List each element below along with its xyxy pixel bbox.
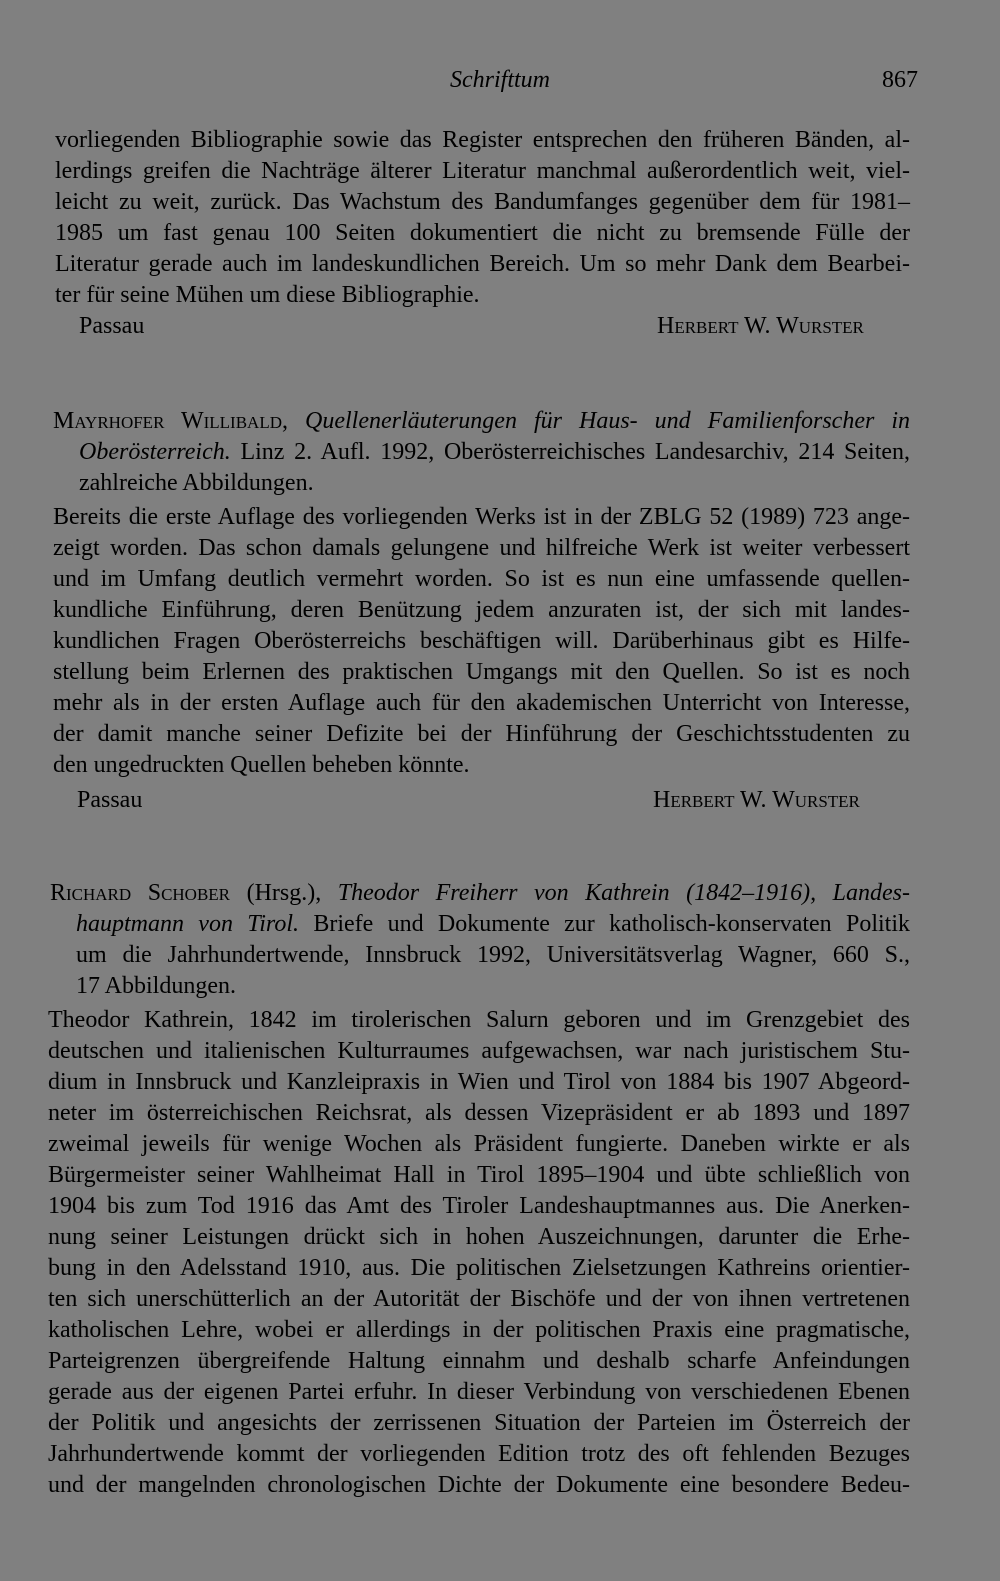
book-details: Briefe und Dokumente zur katholisch-konservaten Politik	[299, 911, 910, 937]
page-header	[0, 63, 1000, 97]
paragraph-line: Parteigrenzen übergreifende Haltung einnahm und deshalb scharfe Anfeindungen	[48, 1348, 910, 1374]
review-2-place: Passau	[77, 787, 143, 813]
citation-line: um die Jahrhundertwende, Innsbruck 1992, Universitätsverlag Wagner, 660 S.,	[76, 942, 910, 968]
paragraph-line: Bürgermeister seiner Wahlheimat Hall in Tirol 1895–1904 und übte schließlich von	[48, 1162, 910, 1188]
paragraph-line: den ungedruckten Quellen beheben könnte.	[53, 752, 470, 778]
paragraph-line: katholischen Lehre, wobei er allerdings in der politischen Praxis eine pragmatische,	[48, 1317, 910, 1343]
editor-note: (Hrsg.),	[230, 880, 338, 906]
paragraph-line: nung seiner Leistungen drückt sich in hohen Auszeichnungen, darunter die Erhe-	[48, 1224, 910, 1250]
paragraph-line: zweimal jeweils für wenige Wochen als Präsident fungierte. Daneben wirkte er als	[48, 1131, 910, 1157]
paragraph-line: gerade aus der eigenen Partei erfuhr. In dieser Verbindung von verschiedenen Ebenen	[48, 1379, 910, 1405]
paragraph-line: 1985 um fast genau 100 Seiten dokumentiert die nicht zu bremsende Fülle der	[55, 220, 910, 246]
review-2-reviewer: Herbert W. Wurster	[653, 787, 860, 813]
book-title: Theodor Freiherr von Kathrein (1842–1916), Landes-	[337, 880, 910, 906]
paragraph-line: leicht zu weit, zurück. Das Wachstum des Bandumfanges gegenüber dem für 1981–	[55, 189, 910, 215]
paragraph-line: ten sich unerschütterlich an der Autorität der Bischöfe und der von ihnen vertretenen	[48, 1286, 910, 1312]
paragraph-line: vorliegenden Bibliographie sowie das Register entsprechen den früheren Bänden, al-	[55, 127, 910, 153]
book-author: Mayrhofer Willibald,	[53, 408, 288, 434]
review-1-place: Passau	[79, 313, 145, 339]
paragraph-line: der Politik und angesichts der zerrissenen Situation der Parteien im Österreich der	[48, 1410, 910, 1436]
citation-line	[50, 878, 910, 908]
book-title: Quellenerläuterungen für Haus- und Familienforscher in	[305, 408, 910, 434]
paragraph-line: Literatur gerade auch im landeskundlichen Bereich. Um so mehr Dank dem Bearbei-	[55, 251, 910, 277]
paragraph-line: kundlichen Fragen Oberösterreichs beschäftigen will. Darüberhinaus gibt es Hilfe-	[53, 628, 910, 654]
paragraph-line: und der mangelnden chronologischen Dichte der Dokumente eine besondere Bedeu-	[48, 1472, 910, 1498]
paragraph-line: dium in Innsbruck und Kanzleipraxis in Wien und Tirol von 1884 bis 1907 Abgeord-	[48, 1069, 910, 1095]
paragraph-line: und im Umfang deutlich vermehrt worden. So ist es nun eine umfassende quellen-	[53, 566, 910, 592]
paragraph-line: ter für seine Mühen um diese Bibliographie.	[55, 282, 480, 308]
review-1-reviewer: Herbert W. Wurster	[657, 313, 864, 339]
paragraph-line: 1904 bis zum Tod 1916 das Amt des Tiroler Landeshauptmannes aus. Die Anerken-	[48, 1193, 910, 1219]
paragraph-line: Bereits die erste Auflage des vorliegenden Werks ist in der ZBLG 52 (1989) 723 ange-	[53, 504, 910, 530]
paragraph-line: kundliche Einführung, deren Benützung jedem anzuraten ist, der sich mit landes-	[53, 597, 910, 623]
citation-line	[76, 909, 910, 939]
paragraph-line: zeigt worden. Das schon damals gelungene und hilfreiche Werk ist weiter verbessert	[53, 535, 910, 561]
citation-line	[79, 437, 910, 467]
paragraph-line: mehr als in der ersten Auflage auch für den akademischen Unterricht von Interesse,	[53, 690, 910, 716]
book-title-cont: Oberösterreich.	[79, 439, 231, 465]
book-title-cont: hauptmann von Tirol.	[76, 911, 300, 937]
citation-line: zahlreiche Abbildungen.	[79, 470, 314, 496]
paragraph-line: Theodor Kathrein, 1842 im tirolerischen Salurn geboren und im Grenzgebiet des	[48, 1007, 910, 1033]
book-author: Richard Schober	[50, 880, 231, 906]
paragraph-line: neter im österreichischen Reichsrat, als dessen Vizepräsident er ab 1893 und 1897	[48, 1100, 910, 1126]
citation-line: 17 Abbildungen.	[76, 973, 236, 999]
citation-line	[53, 406, 910, 436]
paragraph-line: lerdings greifen die Nachträge älterer Literatur manchmal außerordentlich weit, viel-	[55, 158, 910, 184]
paragraph-line: stellung beim Erlernen des praktischen Umgangs mit den Quellen. So ist es noch	[53, 659, 910, 685]
paragraph-line: bung in den Adelsstand 1910, aus. Die politischen Zielsetzungen Kathreins orientier-	[48, 1255, 910, 1281]
paragraph-line: Jahrhundertwende kommt der vorliegenden Edition trotz des oft fehlenden Bezuges	[48, 1441, 910, 1467]
book-details: Linz 2. Aufl. 1992, Oberösterreichisches Landesarchiv, 214 Seiten,	[240, 439, 911, 465]
page-number: 867	[882, 67, 918, 93]
running-title: Schrifttum	[450, 67, 550, 93]
paragraph-line: deutschen und italienischen Kulturraumes aufgewachsen, war nach juristischem Stu-	[48, 1038, 910, 1064]
paragraph-line: der damit manche seiner Defizite bei der Hinführung der Geschichtsstudenten zu	[53, 721, 910, 747]
